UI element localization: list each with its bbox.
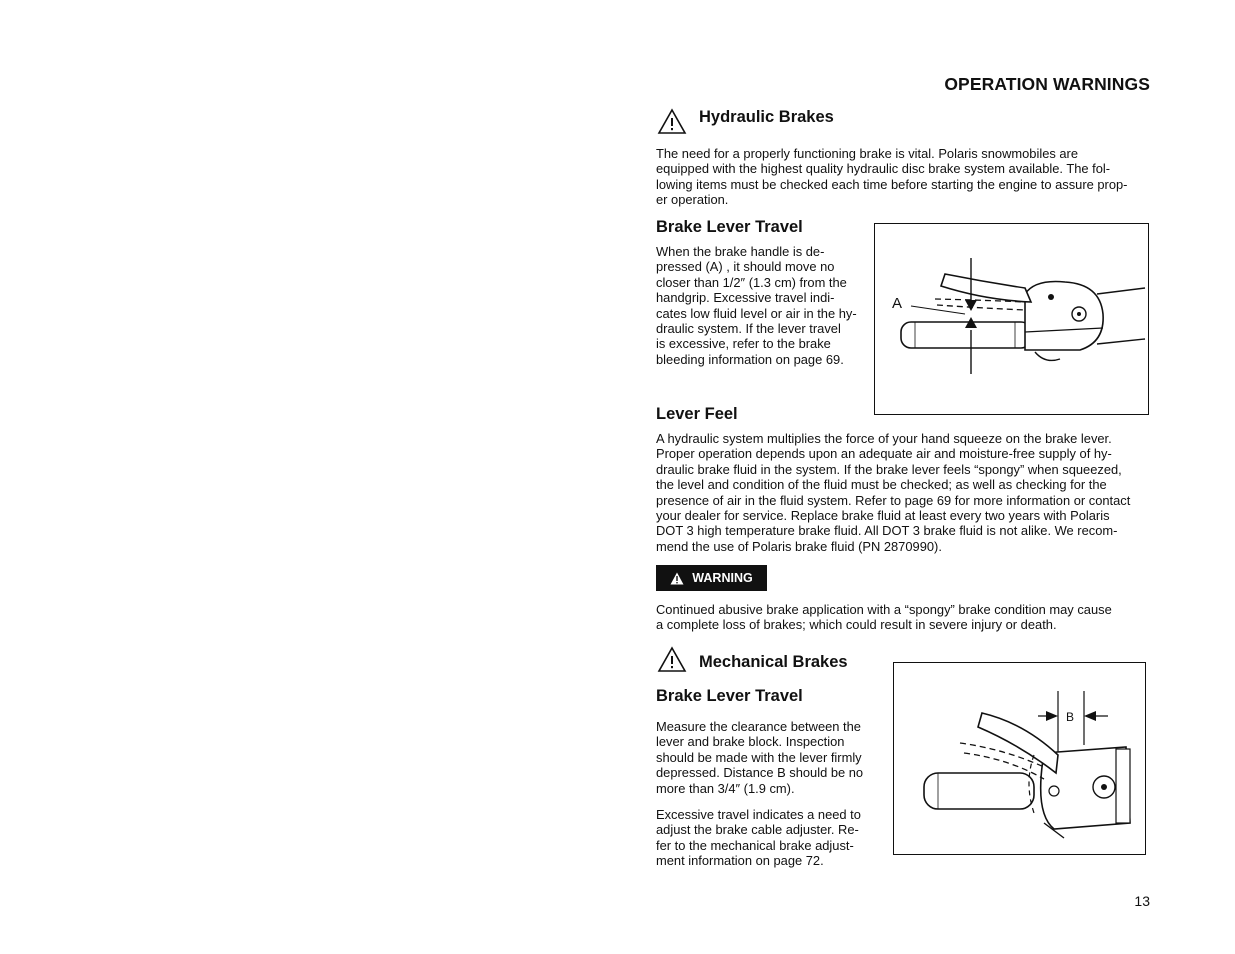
text-line: a complete loss of brakes; which could result in severe injury or death.	[656, 617, 1057, 633]
lever-travel-text	[656, 244, 859, 367]
hydraulic-lever-figure	[874, 223, 1149, 415]
page-number: 13	[1134, 893, 1150, 909]
figure-label-b: B	[1066, 710, 1075, 724]
text-line: closer than 1/2″ (1.3 cm) from the	[656, 274, 847, 290]
text-line: handgrip. Excessive travel indi-	[656, 290, 835, 306]
lever-feel-heading: Lever Feel	[656, 405, 738, 423]
mech-lever-travel-heading: Brake Lever Travel	[656, 687, 803, 705]
text-line: DOT 3 high temperature brake fluid. All DOT 3 brake fluid is not alike. We recom-	[656, 523, 1118, 539]
text-line: your dealer for service. Replace brake fluid at least every two years with Polaris	[656, 508, 1110, 524]
brake-lever-travel-heading: Brake Lever Travel	[656, 218, 803, 236]
figure-label-a: A	[892, 295, 903, 312]
hydraulic-brakes-heading: Hydraulic Brakes	[699, 108, 834, 126]
mechanical-brakes-heading: Mechanical Brakes	[699, 653, 848, 671]
text-line: pressed (A) , it should move no	[656, 259, 835, 275]
text-line: cates low fluid level or air in the hy-	[656, 305, 857, 321]
text-line: Continued abusive brake application with a “spongy” brake condition may cause	[656, 602, 1112, 617]
text-line: Measure the clearance between the	[656, 719, 861, 734]
caution-icon	[657, 646, 687, 673]
text-line: Proper operation depends upon an adequate air and moisture-free supply of hy-	[656, 446, 1112, 462]
mech-lever-text-2	[656, 807, 881, 869]
caution-icon	[657, 108, 687, 135]
page-title: OPERATION WARNINGS	[944, 74, 1150, 94]
warning-badge	[656, 565, 767, 591]
mech-lever-text-1	[656, 719, 881, 796]
text-line: draulic system. If the lever travel	[656, 321, 841, 337]
text-line: er operation.	[656, 192, 729, 208]
text-line: the level and condition of the fluid must be checked; as well as checking for the	[656, 477, 1107, 493]
text-line: presence of air in the fluid system. Refer to page 69 for more information or contact	[656, 492, 1131, 508]
hydraulic-intro	[656, 146, 1150, 208]
warning-label: WARNING	[692, 571, 753, 585]
text-line: is excessive, refer to the brake	[656, 336, 831, 352]
text-line: should be made with the lever firmly	[656, 749, 862, 765]
text-line: Excessive travel indicates a need to	[656, 807, 861, 822]
text-line: When the brake handle is de-	[656, 244, 825, 259]
text-line: adjust the brake cable adjuster. Re-	[656, 822, 859, 838]
text-line: fer to the mechanical brake adjust-	[656, 837, 854, 853]
text-line: The need for a properly functioning brake is vital. Polaris snowmobiles are	[656, 146, 1079, 161]
text-line: draulic brake fluid in the system. If the brake lever feels “spongy” when squeezed,	[656, 461, 1122, 477]
text-line: lever and brake block. Inspection	[656, 734, 845, 750]
lever-feel-text	[656, 431, 1150, 554]
warning-icon	[670, 572, 684, 585]
text-line: equipped with the highest quality hydraulic disc brake system available. The fol-	[656, 161, 1111, 177]
text-line: mend the use of Polaris brake fluid (PN 2870990).	[656, 538, 942, 554]
text-line: more than 3/4″ (1.9 cm).	[656, 780, 795, 796]
text-line: A hydraulic system multiplies the force of your hand squeeze on the brake lever.	[656, 431, 1112, 446]
mechanical-lever-figure	[893, 662, 1146, 855]
warning-text	[656, 602, 1150, 633]
text-line: lowing items must be checked each time before starting the engine to assure prop-	[656, 176, 1128, 192]
text-line: ment information on page 72.	[656, 853, 824, 869]
text-line: bleeding information on page 69.	[656, 351, 844, 367]
text-line: depressed. Distance B should be no	[656, 765, 864, 781]
